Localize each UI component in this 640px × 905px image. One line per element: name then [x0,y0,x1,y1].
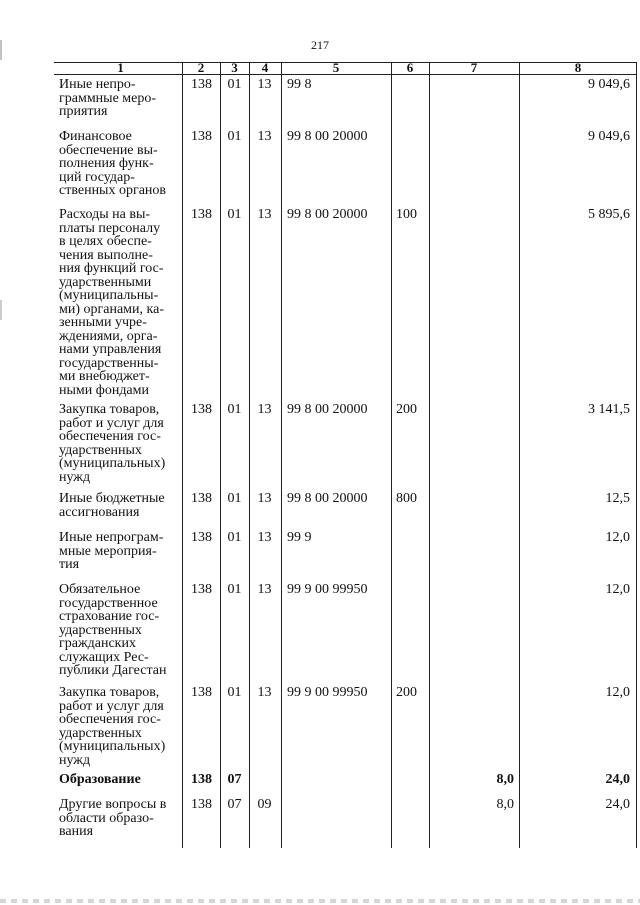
row-cell-section: 01 [227,685,242,700]
row-name-section: Образование [59,772,141,787]
row-cell-ministry: 138 [191,207,212,222]
header-cell: 4 [261,60,269,75]
header-cell: 7 [470,60,478,75]
row-cell-subsection: 13 [257,685,272,700]
header-cell: 8 [574,60,582,75]
row-cell-section: 07 [227,797,242,812]
column-divider [429,62,430,848]
row-cell-amount-8: 24,0 [605,797,630,812]
row-cell-amount-8: 9 049,6 [588,77,630,92]
row-cell-subsection: 09 [257,797,272,812]
header-cell: 3 [231,60,238,75]
row-cell-subsection: 13 [257,77,272,92]
row-cell-amount-7: 8,0 [496,797,514,812]
row-cell-subsection: 13 [257,491,272,506]
scan-edge-artifact [0,0,2,905]
row-cell-section: 01 [227,530,242,545]
row-cell-subsection: 13 [257,402,272,417]
column-divider [636,62,637,848]
row-cell-subsection: 13 [257,582,272,597]
row-name: Расходы на вы- платы персоналу в целях обеспе- чения выполне- ния функций гос- ударственными (муниципальны- ми) органами, ка- зенными учре- ждениями, орга- нами управления государственны- ми внебюджет- ными фондами [59,207,164,398]
row-cell-section: 01 [227,129,242,144]
row-cell-ministry: 138 [191,129,212,144]
row-cell-section: 07 [227,772,242,787]
row-cell-target-article: 99 8 00 20000 [287,207,368,222]
row-cell-amount-7: 8,0 [496,772,514,787]
page-number: 217 [311,38,329,52]
row-name: Финансовое обеспечение вы- полнения функ- ций государ- ственных органов [59,129,167,198]
row-cell-ministry: 138 [191,530,212,545]
header-cell: 2 [197,60,205,75]
row-cell-target-article: 99 9 00 99950 [287,582,368,597]
budget-table [54,62,637,848]
row-cell-amount-8: 24,0 [605,772,630,787]
column-divider [391,62,392,848]
row-cell-expense-type: 800 [396,491,417,506]
row-cell-amount-8: 9 049,6 [588,129,630,144]
row-cell-ministry: 138 [191,685,212,700]
row-cell-ministry: 138 [191,582,212,597]
column-divider [519,62,520,848]
row-cell-target-article: 99 8 00 20000 [287,402,368,417]
row-cell-subsection: 13 [257,129,272,144]
header-cell: 1 [117,60,124,75]
row-cell-amount-8: 3 141,5 [588,402,630,417]
row-name: Другие вопросы в области образо- вания [59,797,167,839]
row-cell-target-article: 99 9 [287,530,312,545]
row-cell-subsection: 13 [257,530,272,545]
row-cell-ministry: 138 [191,77,212,92]
row-cell-ministry: 138 [191,491,212,506]
row-name: Иные бюджетные ассигнования [59,491,165,520]
row-cell-ministry: 138 [191,402,212,417]
row-cell-section: 01 [227,582,242,597]
row-cell-amount-8: 12,5 [605,491,630,506]
row-cell-section: 01 [227,207,242,222]
row-name: Иные непро- граммные меро- приятия [59,77,157,119]
row-cell-target-article: 99 9 00 99950 [287,685,368,700]
row-name: Закупка товаров, работ и услуг для обеспечения гос- ударственных (муниципальных) нужд [59,402,166,485]
row-cell-amount-8: 12,0 [605,530,630,545]
row-cell-expense-type: 200 [396,402,417,417]
row-name: Обязательное государственное страхование гос- ударственных гражданских служащих Рес- публики Дагестан [59,582,167,678]
header-cell: 5 [332,60,340,75]
row-cell-expense-type: 200 [396,685,417,700]
row-name: Закупка товаров, работ и услуг для обеспечения гос- ударственных (муниципальных) нужд [59,685,166,768]
row-cell-target-article: 99 8 00 20000 [287,129,368,144]
row-cell-ministry: 138 [191,772,212,787]
header-bottom-border [54,74,637,75]
row-cell-ministry: 138 [191,797,212,812]
column-divider [281,62,282,848]
column-divider [220,62,221,848]
header-cell: 6 [406,60,414,75]
row-cell-target-article: 99 8 00 20000 [287,491,368,506]
row-cell-amount-8: 5 895,6 [588,207,630,222]
row-cell-expense-type: 100 [396,207,417,222]
row-cell-amount-8: 12,0 [605,685,630,700]
row-cell-section: 01 [227,491,242,506]
row-cell-amount-8: 12,0 [605,582,630,597]
row-cell-section: 01 [227,77,242,92]
row-cell-subsection: 13 [257,207,272,222]
row-cell-target-article: 99 8 [287,77,312,92]
column-divider [249,62,250,848]
row-cell-section: 01 [227,402,242,417]
scan-bottom-artifact [0,899,640,903]
row-name: Иные непрограм- мные мероприя- тия [59,530,164,572]
